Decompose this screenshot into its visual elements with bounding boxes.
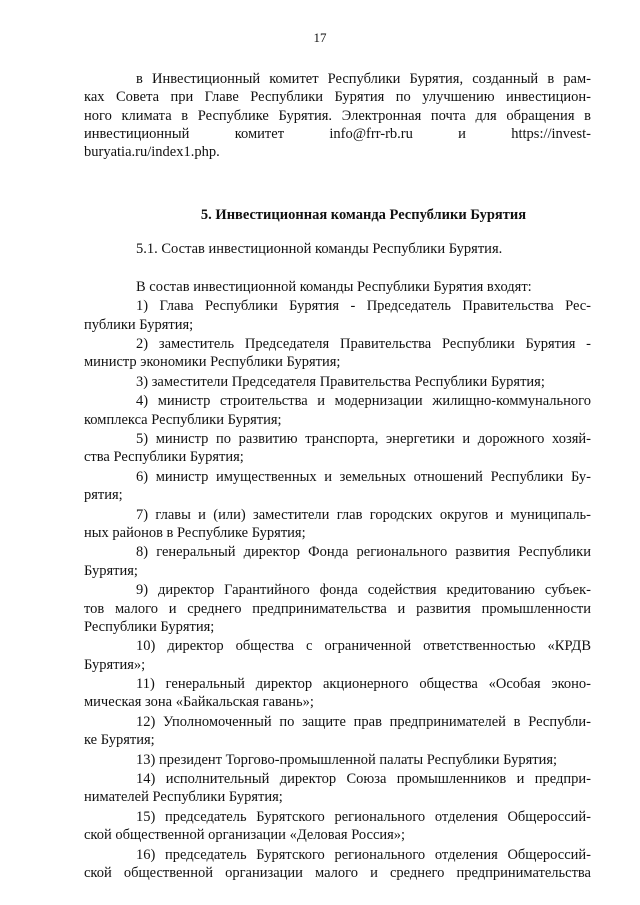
list-intro: В состав инвестиционной команды Республики Бурятия входят: bbox=[136, 279, 532, 295]
list-item bbox=[84, 430, 591, 467]
text-line: 2) заместитель Председателя Правительства Республики Бурятия - bbox=[136, 336, 591, 353]
text-line: инвестиционный комитет info@frr-rb.ru и https://invest- bbox=[84, 125, 591, 142]
text-line: 1) Глава Республики Бурятия - Председатель Правительства Рес- bbox=[136, 298, 591, 315]
text-line: публики Бурятия; bbox=[84, 316, 194, 333]
text-line: ных районов в Республике Бурятия; bbox=[84, 524, 306, 541]
list-item bbox=[84, 506, 591, 543]
text-line: buryatia.ru/index1.php. bbox=[84, 144, 220, 161]
text-line: ской общественной организации «Деловая Россия»; bbox=[84, 827, 406, 844]
text-line: Бурятия»; bbox=[84, 656, 146, 673]
text-line: 15) председатель Бурятского регионального отделения Общероссий- bbox=[136, 808, 591, 825]
list-item bbox=[84, 468, 591, 505]
text-line: мическая зона «Байкальская гавань»; bbox=[84, 694, 314, 711]
list-item bbox=[84, 808, 591, 845]
text-line: Республики Бурятия; bbox=[84, 618, 215, 635]
text-line: 13) президент Торгово-промышленной палаты Республики Бурятия; bbox=[136, 751, 558, 768]
text-line: 6) министр имущественных и земельных отношений Республики Бу- bbox=[136, 468, 591, 485]
text-line: тов малого и среднего предпринимательства и развития промышленности bbox=[84, 600, 591, 617]
section-heading: 5. Инвестиционная команда Республики Бурятия bbox=[200, 207, 527, 223]
text-line: ного климата в Республике Бурятия. Электронная почта для обращения в bbox=[84, 107, 591, 124]
text-line: 10) директор общества с ограниченной ответственностью «КРДВ bbox=[136, 638, 591, 655]
page-number: 17 bbox=[313, 30, 327, 45]
list-item bbox=[84, 335, 591, 372]
list-item bbox=[84, 392, 591, 429]
text-line: ства Республики Бурятия; bbox=[84, 449, 244, 466]
text-line: 5) министр по развитию транспорта, энергетики и дорожного хозяй- bbox=[136, 431, 591, 448]
text-line: 9) директор Гарантийного фонда содействия кредитованию субъек- bbox=[136, 582, 591, 599]
text-line: в Инвестиционный комитет Республики Бурятия, созданный в рам- bbox=[136, 71, 591, 87]
text-line: ке Бурятия; bbox=[84, 732, 155, 749]
text-line: министр экономики Республики Бурятия; bbox=[84, 354, 341, 371]
text-line: 3) заместители Председателя Правительства Республики Бурятия; bbox=[136, 373, 545, 390]
intro-paragraph bbox=[84, 70, 591, 161]
list-item bbox=[84, 297, 591, 334]
text-line: Бурятия; bbox=[84, 562, 138, 579]
list-item bbox=[84, 713, 591, 750]
text-line: 7) главы и (или) заместители глав городских округов и муниципаль- bbox=[136, 506, 591, 523]
list-item bbox=[84, 581, 591, 636]
text-line: комплекса Республики Бурятия; bbox=[84, 411, 282, 428]
text-line: 4) министр строительства и модернизации жилищно-коммунального bbox=[136, 393, 591, 410]
text-line: рятия; bbox=[84, 487, 123, 504]
list-item bbox=[84, 637, 591, 674]
text-line: 14) исполнительный директор Союза промышленников и предпри- bbox=[136, 771, 591, 788]
subsection-heading: 5.1. Состав инвестиционной команды Республики Бурятия. bbox=[136, 241, 503, 257]
team-list bbox=[84, 278, 591, 884]
list-item bbox=[84, 770, 591, 807]
text-line: 11) генеральный директор акционерного общества «Особая эконо- bbox=[136, 676, 591, 693]
list-item bbox=[84, 543, 591, 580]
text-line: 16) председатель Бурятского регионального отделения Общероссий- bbox=[136, 846, 591, 863]
list-item bbox=[84, 675, 591, 712]
list-item bbox=[84, 846, 591, 883]
text-line: ской общественной организации малого и среднего предпринимательства bbox=[84, 865, 591, 882]
list-items bbox=[84, 297, 591, 882]
text-line: 12) Уполномоченный по защите прав предпринимателей в Республи- bbox=[136, 713, 591, 730]
text-line: 8) генеральный директор Фонда регионального развития Республики bbox=[136, 544, 591, 561]
list-item bbox=[84, 751, 591, 769]
list-item bbox=[84, 373, 591, 391]
text-line: ках Совета при Главе Республики Бурятия по улучшению инвестицион- bbox=[84, 89, 591, 106]
text-line: нимателей Республики Бурятия; bbox=[84, 789, 283, 806]
